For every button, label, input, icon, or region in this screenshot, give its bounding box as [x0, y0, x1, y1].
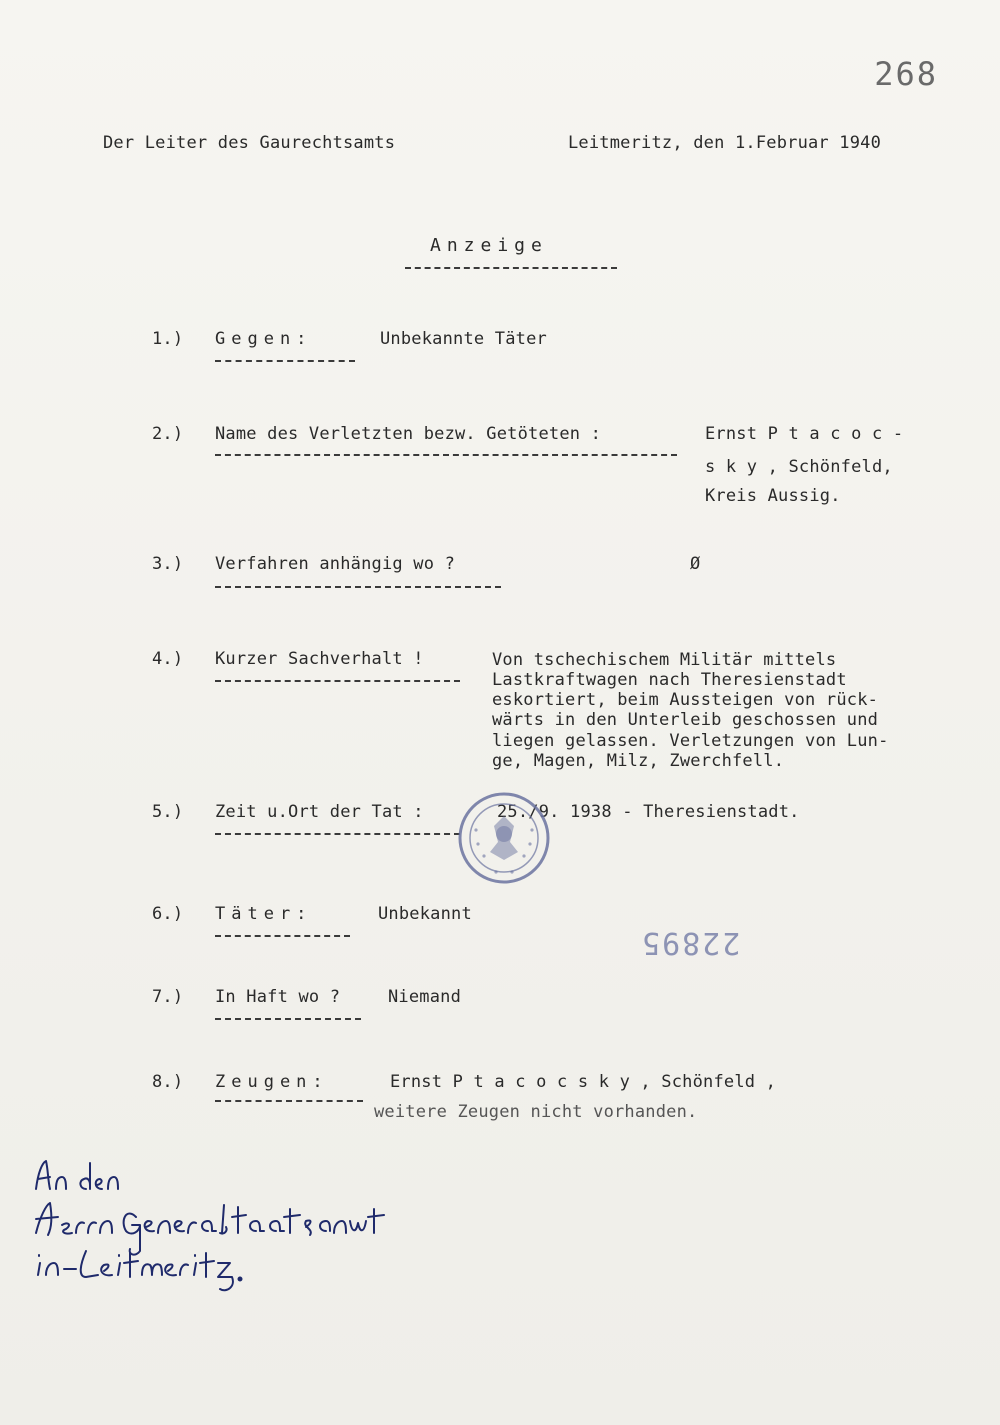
- item-4-value-line-5: liegen gelassen. Verletzungen von Lun-: [492, 731, 889, 751]
- handwritten-address-text: [0, 0, 1, 1]
- item-3-label: Verfahren anhängig wo ?: [215, 554, 456, 574]
- item-5-value: 25./9. 1938 - Theresienstadt.: [497, 802, 800, 822]
- official-seal-stamp: [456, 790, 552, 886]
- item-4-underline: [215, 680, 460, 682]
- item-1-value: Unbekannte Täter: [380, 329, 547, 349]
- item-6-label: Täter:: [215, 904, 313, 924]
- item-8-value-line-1: Ernst P t a c o c s k y , Schönfeld ,: [390, 1072, 777, 1092]
- item-3-underline: [215, 586, 501, 588]
- item-4-value-line-4: wärts in den Unterleib geschossen und: [492, 710, 879, 730]
- item-2-underline: [215, 454, 677, 456]
- item-6-underline: [215, 935, 350, 937]
- item-2-value-line-2: s k y , Schönfeld,: [705, 457, 893, 477]
- item-4-number: 4.): [152, 649, 184, 669]
- item-5-label: Zeit u.Ort der Tat :: [215, 802, 424, 822]
- item-2-number: 2.): [152, 424, 184, 444]
- document-title: Anzeige: [430, 235, 548, 256]
- item-8-value-line-2: weitere Zeugen nicht vorhanden.: [374, 1102, 698, 1122]
- item-5-underline: [215, 833, 460, 835]
- item-8-number: 8.): [152, 1072, 184, 1092]
- page-number: 268: [874, 55, 938, 93]
- item-4-value-line-3: eskortiert, beim Aussteigen von rück-: [492, 690, 879, 710]
- item-7-value: Niemand: [388, 987, 462, 1007]
- item-1-label: Gegen:: [215, 329, 313, 349]
- item-8-underline: [215, 1100, 363, 1102]
- item-7-underline: [215, 1018, 361, 1020]
- handwritten-line-1: [0, 0, 1, 1]
- title-underline: [405, 267, 617, 269]
- item-1-underline: [215, 360, 355, 362]
- item-2-value-line-1: Ernst P t a c o c -: [705, 424, 904, 444]
- item-4-value-line-2: Lastkraftwagen nach Theresienstadt: [492, 670, 847, 690]
- item-6-number: 6.): [152, 904, 184, 924]
- item-4-value-line-1: Von tschechischem Militär mittels: [492, 650, 837, 670]
- item-7-number: 7.): [152, 987, 184, 1007]
- item-3-value: Ø: [690, 554, 701, 574]
- item-2-value-line-3: Kreis Aussig.: [705, 486, 841, 506]
- item-5-number: 5.): [152, 802, 184, 822]
- item-8-label: Zeugen:: [215, 1072, 329, 1092]
- item-2-label: Name des Verletzten bezw. Getöteten :: [215, 424, 602, 444]
- item-7-label: In Haft wo ?: [215, 987, 341, 1007]
- handwritten-address-annotation: [28, 1155, 388, 1295]
- place-date: Leitmeritz, den 1.Februar 1940: [568, 133, 882, 153]
- item-1-number: 1.): [152, 329, 184, 349]
- item-6-value: Unbekannt: [378, 904, 472, 924]
- sender-line: Der Leiter des Gaurechtsamts: [103, 133, 396, 153]
- registry-stamp-number: 22895: [640, 925, 741, 960]
- item-3-number: 3.): [152, 554, 184, 574]
- item-4-value-line-6: ge, Magen, Milz, Zwerchfell.: [492, 751, 785, 771]
- item-4-label: Kurzer Sachverhalt !: [215, 649, 424, 669]
